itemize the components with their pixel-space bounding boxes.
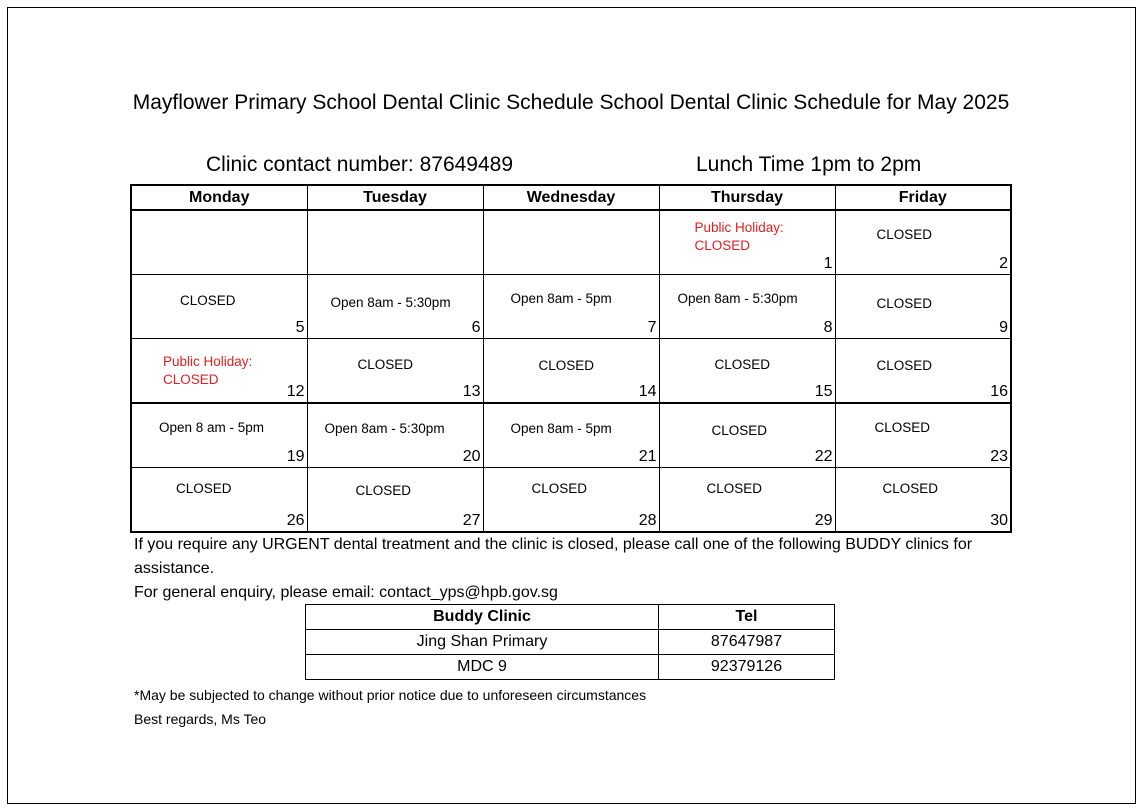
cell-status: CLOSED — [711, 423, 768, 438]
clinic-contact-number: Clinic contact number: 87649489 — [206, 153, 514, 176]
calendar-week — [131, 339, 1011, 404]
calendar-cell — [835, 468, 1011, 533]
calendar-cell — [131, 468, 307, 533]
calendar-cell — [659, 210, 835, 275]
cell-day-number: 12 — [286, 383, 305, 400]
cell-day-number: 26 — [286, 512, 305, 529]
buddy-clinic-tel: 92379126 — [659, 655, 835, 680]
calendar-cell — [483, 210, 659, 275]
cell-day-number: 29 — [814, 512, 833, 529]
cell-status: CLOSED — [874, 420, 931, 435]
notes-section — [134, 533, 1014, 605]
calendar-week — [131, 468, 1011, 533]
urgent-note: If you require any URGENT dental treatment and the clinic is closed, please call one of the following BUDDY clinics for assistance. — [134, 536, 973, 577]
day-header-tuesday: Tuesday — [307, 185, 483, 210]
cell-day-number: 21 — [638, 448, 657, 465]
cell-day-number: 8 — [823, 319, 833, 336]
buddy-clinic-header: Buddy Clinic — [306, 605, 659, 630]
calendar-cell — [835, 339, 1011, 404]
cell-day-number: 14 — [638, 383, 657, 400]
calendar-cell — [307, 210, 483, 275]
cell-day-number: 1 — [823, 255, 833, 272]
cell-status: Public Holiday: CLOSED — [163, 354, 253, 387]
cell-day-number: 19 — [286, 448, 305, 465]
cell-status: Open 8 am - 5pm — [159, 420, 265, 435]
cell-status: CLOSED — [176, 481, 232, 496]
cell-day-number: 30 — [990, 512, 1008, 529]
calendar-cell — [131, 339, 307, 404]
cell-status: CLOSED — [355, 483, 412, 498]
cell-day-number: 9 — [999, 319, 1008, 336]
calendar-cell — [835, 210, 1011, 275]
disclaimer-footnote: *May be subjected to change without prior notice due to unforeseen circumstances — [134, 687, 647, 703]
cell-status: CLOSED — [876, 296, 933, 311]
day-header-friday: Friday — [835, 185, 1011, 210]
calendar-header-row — [131, 185, 1011, 210]
table-row — [306, 655, 835, 680]
cell-day-number: 16 — [990, 383, 1008, 400]
calendar-cell — [659, 339, 835, 404]
calendar-cell — [131, 275, 307, 339]
calendar-cell — [307, 468, 483, 533]
buddy-table-header — [306, 605, 835, 630]
cell-status: CLOSED — [714, 357, 771, 372]
calendar-cell — [483, 275, 659, 339]
cell-day-number: 5 — [295, 319, 305, 336]
calendar-cell — [483, 403, 659, 468]
cell-status: CLOSED — [706, 481, 763, 496]
cell-status: Public Holiday: CLOSED — [694, 220, 784, 253]
cell-status: CLOSED — [180, 293, 236, 308]
calendar-cell — [659, 275, 835, 339]
page-title: Mayflower Primary School Dental Clinic Schedule School Dental Clinic Schedule for May 2025 — [132, 91, 1010, 114]
cell-status: CLOSED — [538, 358, 595, 373]
cell-day-number: 27 — [462, 512, 481, 529]
calendar-cell — [307, 275, 483, 339]
calendar-week — [131, 210, 1011, 275]
buddy-clinic-tel: 87647987 — [659, 630, 835, 655]
table-row — [306, 630, 835, 655]
cell-day-number: 23 — [990, 448, 1008, 465]
cell-day-number: 15 — [814, 383, 833, 400]
schedule-calendar — [130, 184, 1012, 533]
cell-status: CLOSED — [357, 357, 414, 372]
day-header-monday: Monday — [131, 185, 307, 210]
calendar-cell — [131, 403, 307, 468]
cell-day-number: 2 — [999, 255, 1008, 272]
calendar-cell — [835, 403, 1011, 468]
buddy-clinic-table — [305, 604, 835, 680]
calendar-cell — [659, 468, 835, 533]
calendar-cell — [835, 275, 1011, 339]
calendar-week — [131, 275, 1011, 339]
cell-day-number: 13 — [462, 383, 481, 400]
calendar-cell — [307, 403, 483, 468]
lunch-time: Lunch Time 1pm to 2pm — [696, 153, 922, 176]
cell-day-number: 28 — [638, 512, 657, 529]
cell-status: Open 8am - 5:30pm — [330, 295, 451, 310]
day-header-wednesday: Wednesday — [483, 185, 659, 210]
day-header-thursday: Thursday — [659, 185, 835, 210]
calendar-cell — [483, 339, 659, 404]
cell-status: CLOSED — [876, 227, 933, 242]
cell-day-number: 7 — [647, 319, 657, 336]
cell-day-number: 22 — [814, 448, 833, 465]
cell-status: CLOSED — [882, 481, 939, 496]
signoff: Best regards, Ms Teo — [134, 711, 267, 727]
enquiry-note: For general enquiry, please email: contact_yps@hpb.gov.sg — [134, 584, 558, 601]
cell-status: Open 8am - 5:30pm — [324, 421, 445, 436]
calendar-cell — [131, 210, 307, 275]
cell-status: CLOSED — [876, 358, 933, 373]
buddy-clinic-name: Jing Shan Primary — [306, 630, 659, 655]
cell-status: Open 8am - 5:30pm — [677, 291, 798, 306]
cell-day-number: 6 — [471, 319, 481, 336]
buddy-clinic-name: MDC 9 — [306, 655, 659, 680]
cell-status: Open 8am - 5pm — [510, 291, 612, 306]
calendar-cell — [659, 403, 835, 468]
cell-day-number: 20 — [462, 448, 481, 465]
calendar-cell — [307, 339, 483, 404]
calendar-week — [131, 403, 1011, 468]
cell-status: Open 8am - 5pm — [510, 421, 612, 436]
calendar-cell — [483, 468, 659, 533]
cell-status: CLOSED — [531, 481, 588, 496]
tel-header: Tel — [659, 605, 835, 630]
